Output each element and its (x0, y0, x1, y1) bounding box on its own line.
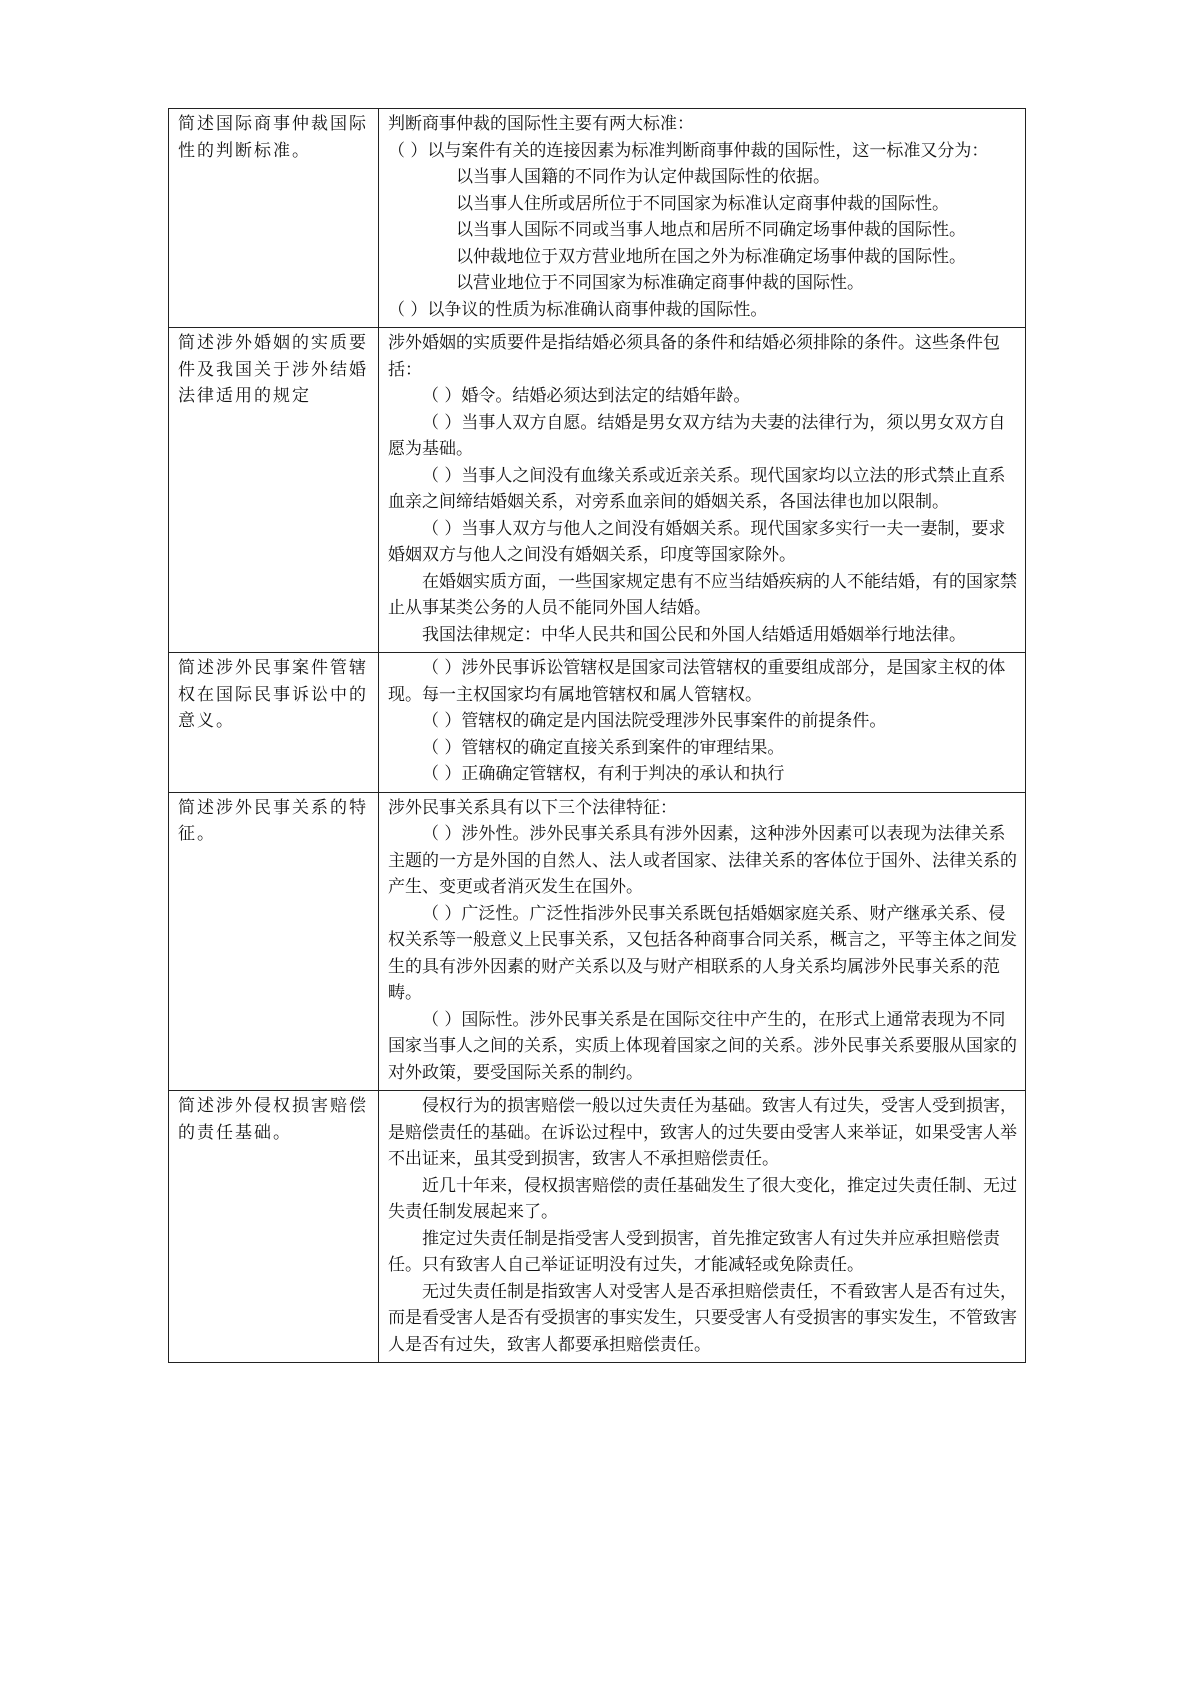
answer-paragraph: （ ）涉外性。涉外民事关系具有涉外因素，这种涉外因素可以表现为法律关系主题的一方是外国的自然人、法人或者国家、法律关系的客体位于国外、法律关系的产生、变更或者消灭发生在国外。 (388, 824, 1017, 897)
answer-paragraph: （ ）国际性。涉外民事关系是在国际交往中产生的，在形式上通常表现为不同国家当事人之间的关系，实质上体现着国家之间的关系。涉外民事关系要服从国家的对外政策，要受国际关系的制约。 (388, 1009, 1017, 1083)
answer-paragraph: 涉外民事关系具有以下三个法律特征： (388, 797, 677, 818)
question-cell: 简述涉外民事案件管辖权在国际民事诉讼中的意义。 (169, 653, 379, 793)
qa-table (168, 108, 1026, 1363)
answer-paragraph: （ ）以与案件有关的连接因素为标准判断商事仲裁的国际性，这一标准又分为： (388, 140, 989, 161)
question-cell: 简述涉外民事关系的特征。 (169, 792, 379, 1091)
table-row (169, 109, 1026, 328)
answer-paragraph: （ ）广泛性。广泛性指涉外民事关系既包括婚姻家庭关系、财产继承关系、侵权关系等一般意义上民事关系，又包括各种商事合同关系，概言之，平等主体之间发生的具有涉外因素的财产关系以及与财产相联系的人身关系均属涉外民事关系的范畴。 (388, 903, 1017, 1003)
answer-paragraph: 我国法律规定：中华人民共和国公民和外国人结婚适用婚姻举行地法律。 (422, 624, 966, 645)
answer-paragraph: （ ）管辖权的确定是内国法院受理涉外民事案件的前提条件。 (422, 711, 887, 731)
answer-cell (379, 328, 1026, 653)
table-row (169, 328, 1026, 653)
answer-paragraph: （ ）正确确定管辖权，有利于判决的承认和执行 (422, 764, 785, 784)
answer-cell (379, 792, 1026, 1091)
answer-paragraph: （ ）涉外民事诉讼管辖权是国家司法管辖权的重要组成部分，是国家主权的体现。每一主权国家均有属地管辖权和属人管辖权。 (388, 658, 1006, 705)
question-cell: 简述涉外侵权损害赔偿的责任基础。 (169, 1091, 379, 1363)
question-cell: 简述涉外婚姻的实质要件及我国关于涉外结婚法律适用的规定 (169, 328, 379, 653)
answer-paragraph: 判断商事仲裁的国际性主要有两大标准： (388, 114, 694, 134)
answer-cell (379, 653, 1026, 793)
answer-paragraph: （ ）婚令。结婚必须达到法定的结婚年龄。 (422, 386, 751, 406)
answer-paragraph: 侵权行为的损害赔偿一般以过失责任为基础。致害人有过失，受害人受到损害，是赔偿责任的基础。在诉讼过程中，致害人的过失要由受害人来举证，如果受害人举不出证来，虽其受到损害，致害人不承担赔偿责任。 (388, 1096, 1017, 1169)
answer-paragraph: 近几十年来，侵权损害赔偿的责任基础发生了很大变化，推定过失责任制、无过失责任制发展起来了。 (388, 1175, 1017, 1222)
answer-paragraph: 以当事人国际不同或当事人地点和居所不同确定场事仲裁的国际性。 (456, 220, 966, 240)
table-row (169, 653, 1026, 793)
answer-cell (379, 109, 1026, 328)
answer-paragraph: 以当事人国籍的不同作为认定仲裁国际性的依据。 (456, 167, 830, 187)
question-cell: 简述国际商事仲裁国际性的判断标准。 (169, 109, 379, 328)
answer-paragraph: 无过失责任制是指致害人对受害人是否承担赔偿责任，不看致害人是否有过失，而是看受害人是否有受损害的事实发生，只要受害人有受损害的事实发生，不管致害人是否有过失，致害人都要承担赔偿责任。 (388, 1281, 1017, 1355)
answer-paragraph: 以仲裁地位于双方营业地所在国之外为标准确定场事仲裁的国际性。 (456, 246, 966, 267)
answer-paragraph: （ ）管辖权的确定直接关系到案件的审理结果。 (422, 737, 785, 758)
answer-paragraph: 以营业地位于不同国家为标准确定商事仲裁的国际性。 (456, 273, 864, 293)
answer-cell (379, 1091, 1026, 1363)
table-row (169, 792, 1026, 1091)
answer-paragraph: 涉外婚姻的实质要件是指结婚必须具备的条件和结婚必须排除的条件。这些条件包括： (388, 333, 1000, 380)
answer-paragraph: （ ）当事人之间没有血缘关系或近亲关系。现代国家均以立法的形式禁止直系血亲之间缔结婚姻关系，对旁系血亲间的婚姻关系，各国法律也加以限制。 (388, 465, 1006, 512)
answer-paragraph: 推定过失责任制是指受害人受到损害，首先推定致害人有过失并应承担赔偿责任。只有致害人自己举证证明没有过失，才能减轻或免除责任。 (388, 1228, 1000, 1275)
answer-paragraph: 以当事人住所或居所位于不同国家为标准认定商事仲裁的国际性。 (456, 193, 949, 214)
table-row (169, 1091, 1026, 1363)
answer-paragraph: （ ）当事人双方与他人之间没有婚姻关系。现代国家多实行一夫一妻制，要求婚姻双方与他人之间没有婚姻关系，印度等国家除外。 (388, 518, 1006, 565)
answer-paragraph: （ ）以争议的性质为标准确认商事仲裁的国际性。 (388, 299, 768, 320)
answer-paragraph: 在婚姻实质方面，一些国家规定患有不应当结婚疾病的人不能结婚，有的国家禁止从事某类公务的人员不能同外国人结婚。 (388, 571, 1017, 618)
answer-paragraph: （ ）当事人双方自愿。结婚是男女双方结为夫妻的法律行为，须以男女双方自愿为基础。 (388, 412, 1006, 459)
